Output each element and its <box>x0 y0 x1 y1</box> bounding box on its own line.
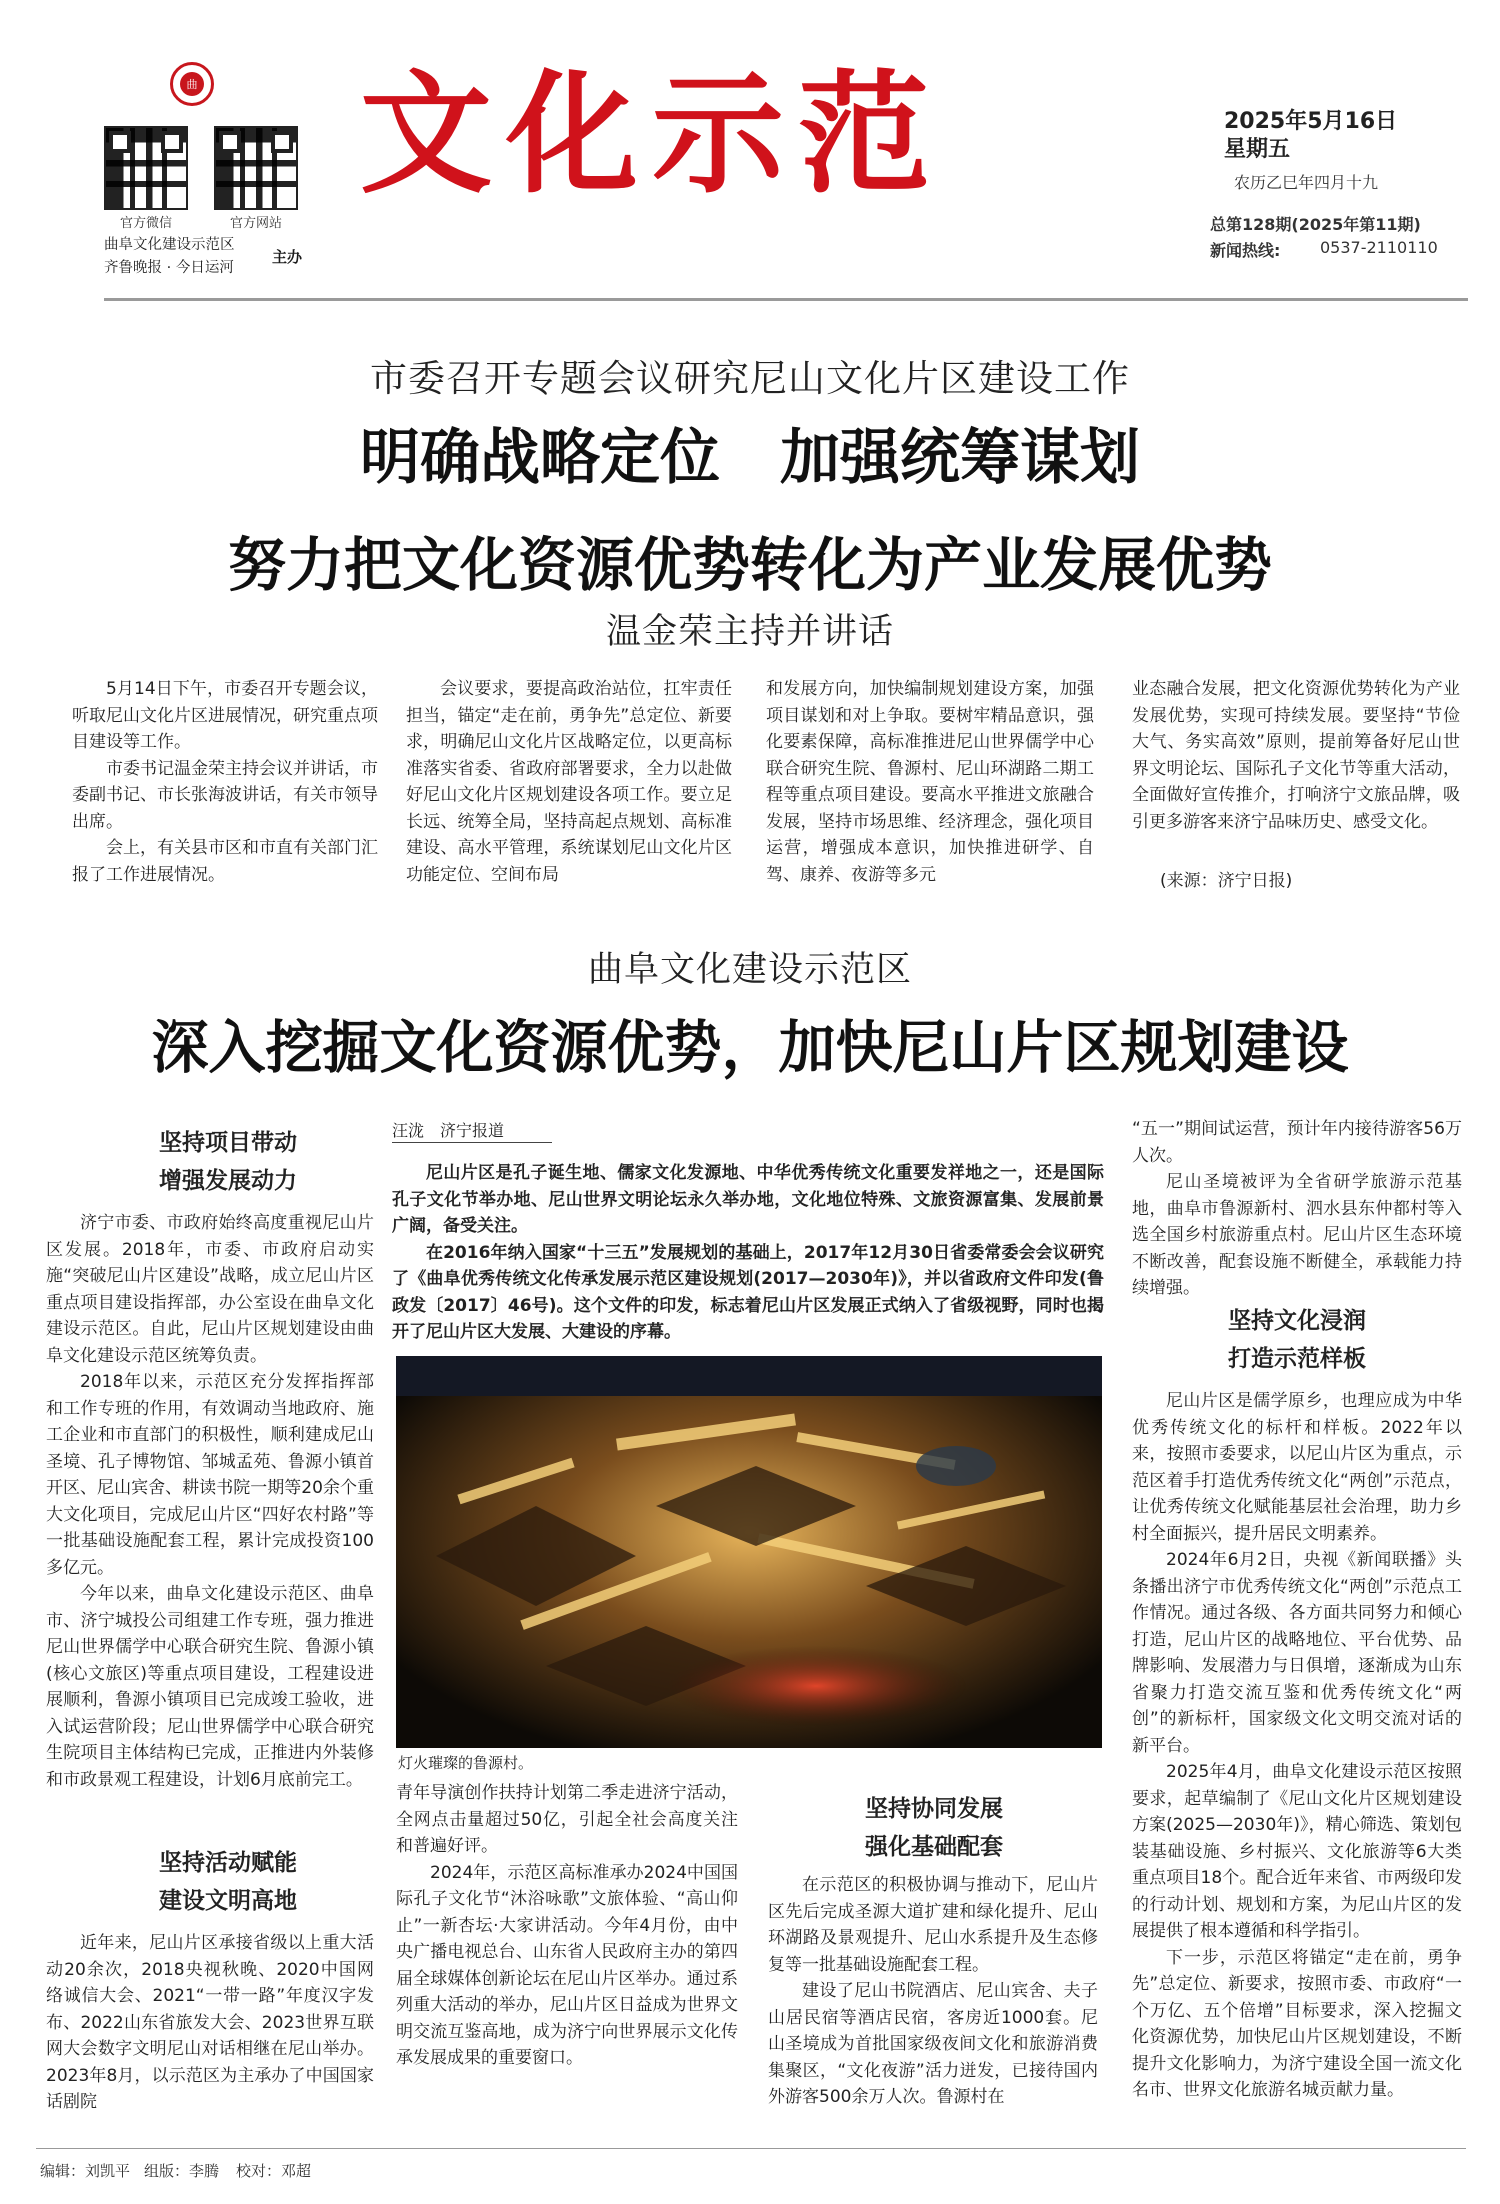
subheading-3-line2: 强化基础配套 <box>865 1834 1003 1860</box>
footer-editor: 编辑：刘凯平 <box>40 2162 131 2180</box>
article2-headline: 深入挖掘文化资源优势，加快尼山片区规划建设 <box>151 1014 1349 1081</box>
photo-caption: 灯火璀璨的鲁源村。 <box>398 1754 534 1772</box>
article1-subhead: 温金荣主持并讲话 <box>605 612 894 652</box>
subheading-2-line2: 建设文明高地 <box>159 1888 297 1914</box>
issue-date: 2025年5月16日 <box>1224 109 1398 134</box>
subheading-1 <box>80 1124 376 1200</box>
article1-headline2: 努力把文化资源优势转化为产业发展优势 <box>227 531 1272 599</box>
night-village-photo <box>396 1356 1102 1748</box>
paragraph: 青年导演创作扶持计划第二季走进济宁活动，全网点击量超过50亿，引起全社会高度关注和普遍好评。 <box>396 1783 738 1856</box>
article2-right-column-a <box>1132 1116 1462 1302</box>
paragraph: 2024年6月2日，央视《新闻联播》头条播出济宁市优秀传统文化“两创”示范点工作情况。通过各级、各方面共同努力和倾心打造，尼山片区的战略地位、平台优势、品牌影响、发展潜力与日俱增，逐渐成为山东省聚力打造交流互鉴和优秀传统文化“两创”的新标杆，国家级文化文明交流对话的新平台。 <box>1132 1550 1462 1756</box>
paragraph: 尼山片区是孔子诞生地、儒家文化发源地、中华优秀传统文化重要发祥地之一，还是国际孔子文化节举办地、尼山世界文明论坛永久举办地，文化地位特殊、文旅资源富集、发展前景广阔，备受关注。 <box>392 1163 1104 1236</box>
byline-rule <box>392 1142 552 1143</box>
article1-column-4 <box>1132 676 1460 835</box>
paragraph: 近年来，尼山片区承接省级以上重大活动20余次，2018央视秋晚、2020中国网络诚信大会、2021“一带一路”年度汉字发布、2022山东省旅发大会、2023世界互联网大会数字文明尼山对话相继在尼山举办。2023年8月，以示范区为主承办了中国国家话剧院 <box>46 1933 374 2112</box>
article1-headline1: 明确战略定位 加强统筹谋划 <box>360 423 1140 493</box>
article1-source: (来源：济宁日报) <box>1160 871 1293 891</box>
paragraph: “五一”期间试运营，预计年内接待游客56万人次。 <box>1132 1119 1462 1166</box>
paragraph: 会议要求，要提高政治站位，扛牢责任担当，锚定“走在前，勇争先”总定位、新要求，明确尼山文化片区战略定位，以更高标准落实省委、省政府部署要求，全力以赴做好尼山文化片区规划建设各项工作。要立足长远、统筹全局，坚持高起点规划、高标准建设、高水平管理，系统谋划尼山文化片区功能定位、空间布局 <box>406 679 732 885</box>
subheading-1-line1: 坚持项目带动 <box>159 1130 297 1156</box>
paragraph: 尼山圣境被评为全省研学旅游示范基地，曲阜市鲁源新村、泗水县东仲都村等入选全国乡村旅游重点村。尼山片区生态环境不断改善，配套设施不断健全，承载能力持续增强。 <box>1132 1172 1462 1298</box>
paragraph: 2025年4月，曲阜文化建设示范区按照要求，起草编制了《尼山文化片区规划建设方案(2025—2030年)》，精心筛选、策划包装基础设施、乡村振兴、文化旅游等6大类重点项目18个。配合近年来省、市两级印发的行动计划、规划和方案，为尼山片区的发展提供了根本遵循和科学指引。 <box>1132 1762 1462 1941</box>
paragraph: 5月14日下午，市委召开专题会议，听取尼山文化片区进展情况，研究重点项目建设等工作。 <box>72 679 378 752</box>
paragraph: 和发展方向，加快编制规划建设方案，加强项目谋划和对上争取。要树牢精品意识，强化要素保障，高标准推进尼山世界儒学中心联合研究生院、鲁源村、尼山环湖路二期工程等重点项目建设。要高水平推进文旅融合发展，坚持市场思维、经济理念，强化项目运营，增强成本意识，加快推进研学、自驾、康养、夜游等多元 <box>766 679 1094 885</box>
issue-number: 总第128期(2025年第11期) <box>1210 215 1421 234</box>
website-qr-code[interactable] <box>214 126 298 210</box>
article2-middle-column-b <box>768 1872 1098 2111</box>
hotline-number: 0537-2110110 <box>1320 238 1438 257</box>
masthead-divider <box>104 298 1468 301</box>
paragraph: 济宁市委、市政府始终高度重视尼山片区发展。2018年，市委、市政府启动实施“突破尼山片区建设”战略，成立尼山片区重点项目建设指挥部，办公室设在曲阜文化建设示范区。自此，尼山片区规划建设由曲阜文化建设示范区统筹负责。 <box>46 1213 374 1366</box>
hotline-label: 新闻热线: <box>1210 241 1281 260</box>
newspaper-title: 文化示范 <box>360 58 944 212</box>
footer-designer: 组版：李腾 <box>144 2162 220 2180</box>
sponsor-line1: 曲阜文化建设示范区 <box>104 237 235 253</box>
article2-right-column-b <box>1132 1388 1462 2104</box>
issue-weekday: 星期五 <box>1224 137 1291 162</box>
sponsor-line2: 齐鲁晚报 · 今日运河 <box>104 260 234 276</box>
byline: 汪泷 济宁报道 <box>392 1121 505 1140</box>
paragraph: 在示范区的积极协调与推动下，尼山片区先后完成圣源大道扩建和绿化提升、尼山环湖路及景观提升、尼山水系提升及生态修复等一批基础设施配套工程。 <box>768 1875 1098 1975</box>
qr-left-caption: 官方微信 <box>119 216 172 231</box>
seal-char: 曲 <box>180 72 204 96</box>
footer-proofreader: 校对：邓超 <box>236 2162 312 2180</box>
paragraph: 建设了尼山书院酒店、尼山宾舍、夫子山居民宿等酒店民宿，客房近1000套。尼山圣境成为首批国家级夜间文化和旅游消费集聚区，“文化夜游”活力迸发，已接待国内外游客500余万人次。鲁源村在 <box>768 1981 1098 2107</box>
wechat-qr-code[interactable] <box>104 126 188 210</box>
article2-middle-column-a <box>396 1780 738 2072</box>
paragraph: 2024年，示范区高标准承办2024中国国际孔子文化节“沐浴咏歌”文旅体验、“高山仰止”一新杏坛·大家讲活动。今年4月份，由中央广播电视总台、山东省人民政府主办的第四届全球媒体创新论坛在尼山片区举办。通过系列重大活动的举办，尼山片区日益成为世界文明交流互鉴高地，成为济宁向世界展示文化传承发展成果的重要窗口。 <box>396 1862 738 2068</box>
qr-right-caption: 官方网站 <box>229 216 282 231</box>
subheading-4-line2: 打造示范样板 <box>1228 1346 1366 1372</box>
article2-kicker: 曲阜文化建设示范区 <box>587 950 912 990</box>
article2-lead <box>392 1160 1104 1346</box>
article2-left-column-b <box>46 1930 374 2116</box>
subheading-4-line1: 坚持文化浸润 <box>1228 1308 1366 1334</box>
subheading-3 <box>770 1790 1098 1866</box>
paragraph: 尼山片区是儒学原乡，也理应成为中华优秀传统文化的标杆和样板。2022年以来，按照市委要求，以尼山片区为重点，示范区着手打造优秀传统文化“两创”示范点，让优秀传统文化赋能基层社会治理，助力乡村全面振兴，提升居民文明素养。 <box>1132 1391 1462 1544</box>
paragraph: 业态融合发展，把文化资源优势转化为产业发展优势，实现可持续发展。要坚持“节俭大气、务实高效”原则，提前筹备好尼山世界文明论坛、国际孔子文化节等重大活动，全面做好宣传推介，打响济宁文旅品牌，吸引更多游客来济宁品味历史、感受文化。 <box>1132 679 1460 832</box>
paragraph: 2018年以来，示范区充分发挥指挥部和工作专班的作用，有效调动当地政府、施工企业和市直部门的积极性，顺利建成尼山圣境、孔子博物馆、邹城孟苑、鲁源小镇首开区、尼山宾舍、耕读书院一期等20余个重大文化项目，完成尼山片区“四好农村路”等一批基础设施配套工程，累计完成投资100多亿元。 <box>46 1372 374 1578</box>
subheading-2 <box>80 1844 376 1920</box>
paragraph: 市委书记温金荣主持会议并讲话，市委副书记、市长张海波讲话，有关市领导出席。 <box>72 758 378 832</box>
article1-column-2 <box>406 676 732 888</box>
footer-rule <box>36 2148 1466 2149</box>
lunar-date: 农历乙巳年四月十九 <box>1234 173 1379 192</box>
subheading-4 <box>1134 1302 1460 1378</box>
article1-column-1 <box>72 676 378 888</box>
subheading-1-line2: 增强发展动力 <box>159 1168 297 1194</box>
subheading-2-line1: 坚持活动赋能 <box>159 1850 297 1876</box>
paragraph: 下一步，示范区将锚定“走在前，勇争先”总定位、新要求，按照市委、市政府“一个万亿、五个倍增”目标要求，深入挖掘文化资源优势，加快尼山片区规划建设，不断提升文化影响力，为济宁建设全国一流文化名市、世界文化旅游名城贡献力量。 <box>1132 1947 1462 2100</box>
sponsor-role: 主办 <box>272 248 303 266</box>
subheading-3-line1: 坚持协同发展 <box>865 1796 1003 1822</box>
article2-left-column-a <box>46 1210 374 1793</box>
paragraph: 会上，有关县市区和市直有关部门汇报了工作进展情况。 <box>72 838 378 885</box>
newspaper-seal-logo <box>170 62 214 106</box>
article1-kicker: 市委召开专题会议研究尼山文化片区建设工作 <box>370 357 1130 400</box>
article1-column-3 <box>766 676 1094 888</box>
paragraph: 今年以来，曲阜文化建设示范区、曲阜市、济宁城投公司组建工作专班，强力推进尼山世界儒学中心联合研究生院、鲁源小镇(核心文旅区)等重点项目建设，工程建设进展顺利，鲁源小镇项目已完成竣工验收，进入试运营阶段；尼山世界儒学中心联合研究生院项目主体结构已完成，正推进内外装修和市政景观工程建设，计划6月底前完工。 <box>46 1584 374 1790</box>
paragraph: 在2016年纳入国家“十三五”发展规划的基础上，2017年12月30日省委常委会会议研究了《曲阜优秀传统文化传承发展示范区建设规划(2017—2030年)》，并以省政府文件印发(鲁政发〔2017〕46号)。这个文件的印发，标志着尼山片区发展正式纳入了省级视野，同时也揭开了尼山片区大发展、大建设的序幕。 <box>392 1242 1104 1342</box>
